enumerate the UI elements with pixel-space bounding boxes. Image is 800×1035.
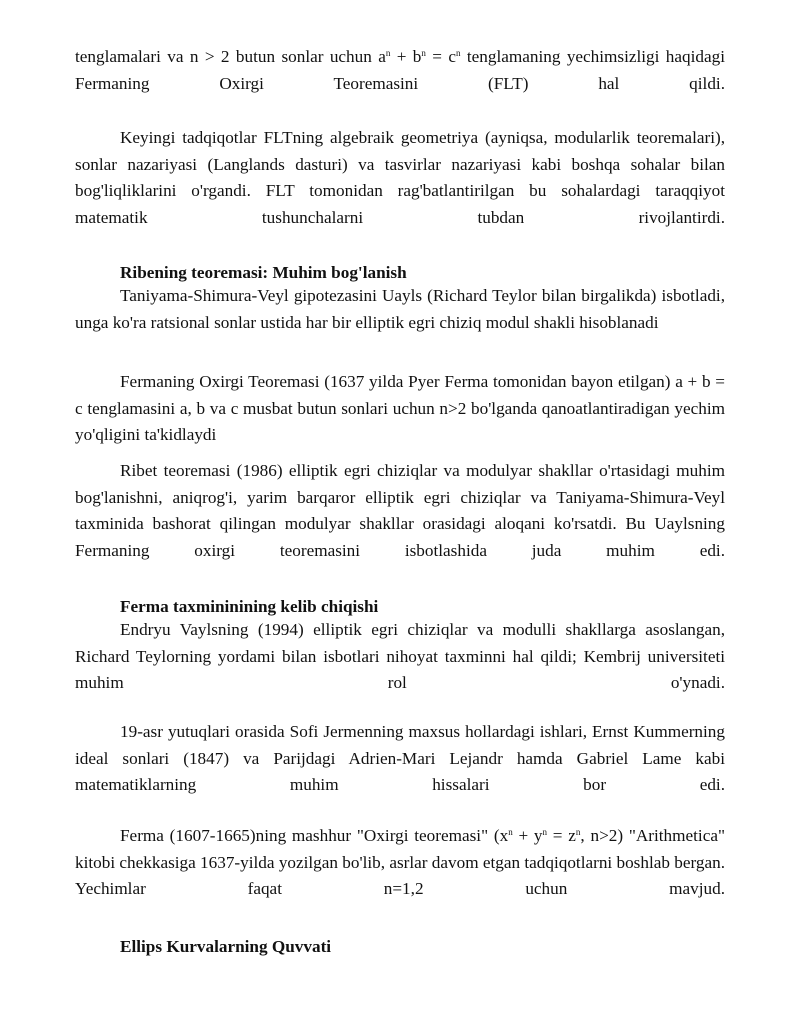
paragraph-wiles-proof: Endryu Vaylsning (1994) elliptik egri chiziqlar va modulli shakllarga asoslangan, Richard Teylorning yordami bilan isbotlari nihoyat taxminni hal qildi; Kembrij universiteti muhim rol o'ynadi. bbox=[75, 620, 725, 692]
superscript-n: n bbox=[575, 827, 581, 837]
paragraph-fermat-text-start: Ferma (1607-1665)ning mashhur "Oxirgi teoremasi" (x bbox=[120, 826, 509, 845]
superscript-n: n bbox=[508, 827, 513, 837]
paragraph-19th-century: 19-asr yutuqlari orasida Sofi Jermenning maxsus hollardagi ishlari, Ernst Kummerning ideal sonlari (1847) va Parijdagi Adrien-Mari Lejandr hamda Gabriel Lame kabi matematiklarning muhim hissalari bor edi. bbox=[75, 722, 725, 794]
paragraph-ribet-theorem: Ribet teoremasi (1986) elliptik egri chiziqlar va modulyar shakllar o'rtasidagi muhim bog'lanishni, aniqrog'i, yarim barqaror elliptik egri chiziqlar va Taniyama-Shimura-Veyl taxminida bashorat qilingan modulyar shakllar orasidagi aloqani ko'rsatdi. Bu Uaylsning Fermaning oxirgi teoremasini isbotlashida juda muhim edi. bbox=[75, 461, 725, 560]
section-heading-ferma-origin: Ferma taxmininining kelib chiqishi bbox=[120, 597, 379, 616]
superscript-n: n bbox=[385, 48, 391, 58]
paragraph-flt-text-start: tenglamalari va n > 2 butun sonlar uchun a bbox=[75, 47, 386, 66]
paragraph-flt-statement: Fermaning Oxirgi Teoremasi (1637 yilda Pyer Ferma tomonidan bayon etilgan) a + b = c tenglamasini a, b va c musbat butun sonlari uchun n>2 bo'lganda qanoatlantiradigan yechim yo'qligini ta'kidlaydi bbox=[75, 372, 725, 444]
section-heading-elliptic-curves: Ellips Kurvalarning Quvvati bbox=[120, 937, 332, 956]
paragraph-flt-text: + b bbox=[390, 47, 422, 66]
superscript-n: n bbox=[421, 48, 426, 58]
paragraph-flt-text: = c bbox=[425, 47, 456, 66]
paragraph-fermat-last-theorem bbox=[75, 823, 725, 903]
paragraph-fermat-text-end: , n>2) "Arithmetica" kitobi chekkasiga 1637-yilda yozilgan bo'lib, asrlar davom etgan tadqiqotlarni boshlab bergan. Yechimlar faqat n=1,2 uchun mavjud. bbox=[75, 826, 726, 898]
section-heading-ribet: Ribening teoremasi: Muhim bog'lanish bbox=[120, 263, 407, 282]
superscript-n: n bbox=[456, 48, 461, 58]
paragraph-flt-text-end: tenglamaning yechimsizligi haqidagi Fermaning Oxirgi Teoremasini (FLT) hal qildi. bbox=[75, 47, 725, 93]
paragraph-fermat-text: + y bbox=[512, 826, 543, 845]
paragraph-taniyama-shimura: Taniyama-Shimura-Veyl gipotezasini Uayls (Richard Teylor bilan birgalikda) isbotladi, unga ko'ra ratsional sonlar ustida har bir elliptik egri chiziq modul shakli hisoblanadi bbox=[75, 286, 725, 332]
superscript-n: n bbox=[542, 827, 548, 837]
paragraph-flt-solved bbox=[75, 44, 725, 97]
paragraph-fermat-text: = z bbox=[547, 826, 576, 845]
paragraph-further-research: Keyingi tadqiqotlar FLTning algebraik geometriya (ayniqsa, modularlik teoremalari), sonlar nazariyasi (Langlands dasturi) va tasvirlar nazariyasi kabi boshqa sohalar bilan bog'liqliklarini o'rgandi. FLT tomonidan rag'batlantirilgan bu sohalardagi taraqqiyot matematik tushunchalarni tubdan rivojlantirdi. bbox=[75, 128, 725, 227]
